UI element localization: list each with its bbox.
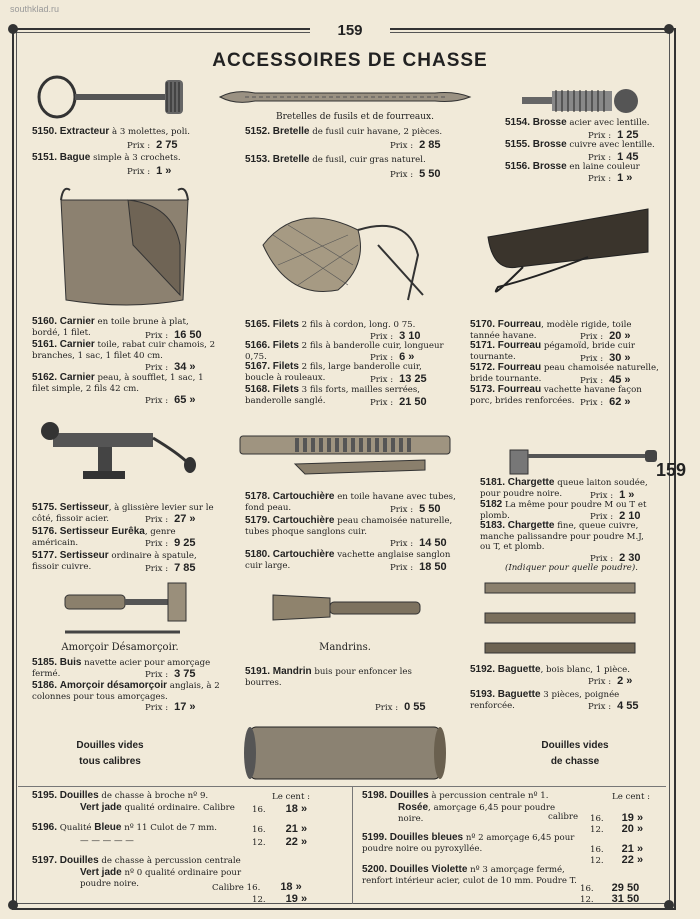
douille-5198-cal: calibre: [548, 812, 579, 822]
douille-5197-sub: Vert jade nº 0 qualité ordinaire pour poudre noire.: [80, 867, 242, 889]
bretelle-illustration: [215, 85, 475, 110]
item-5166-price: Prix : 6 »: [370, 351, 415, 363]
douille-5195: 5195. Douilles de chasse à broche nº 9.: [32, 790, 209, 801]
item-5152: 5152. Bretelle de fusil cuir havane, 2 pièces.: [245, 126, 443, 137]
item-5161: 5161. Carnier toile, rabat cuir chamois, 2 branches, 1 sac, 1 filet 40 cm.: [32, 339, 216, 361]
item-5176: 5176. Sertisseur Eurêka, genre américain.: [32, 526, 176, 548]
item-5186: 5186. Amorçoir désamorçoir anglais, à 2 colonnes pour tous amorçages.: [32, 680, 220, 702]
chargette-illustration: [505, 440, 660, 480]
amorcoir-caption: Amorçoir Désamorçoir.: [61, 642, 179, 653]
mandrin-illustration: [270, 590, 425, 625]
item-5161-price: Prix : 34 »: [145, 361, 196, 373]
item-5168: 5168. Filets 3 fils forts, mailles serrées, banderolle sanglé.: [245, 384, 421, 406]
douille-5195-row: 16. 18 »: [252, 803, 308, 815]
douille-5196: 5196. Qualité Bleue nº 11 Culot de 7 mm.: [32, 822, 217, 833]
item-5193-price: Prix : 4 55: [588, 700, 639, 712]
douille-5199-row1: 16. 21 »: [590, 843, 644, 855]
item-5171-price: Prix : 30 »: [580, 352, 631, 364]
item-5162-price: Prix : 65 »: [145, 394, 196, 406]
item-5156: 5156. Brosse en laine couleur: [505, 161, 640, 172]
douille-5200: 5200. Douilles Violette nº 3 amorçage fermé, renfort intérieur acier, culot de 10 mm. Poudre T.: [362, 864, 577, 886]
carnier-illustration: [58, 185, 193, 310]
item-5160: 5160. Carnier en toile brune à plat, bordé, 1 filet.: [32, 316, 189, 338]
item-5151-price: Prix : 1 »: [127, 165, 172, 177]
douille-5197-row2: 12. 19 »: [252, 893, 308, 905]
item-5179: 5179. Cartouchière peau chamoisée naturelle, tubes phoque sanglons cuir.: [245, 515, 453, 537]
item-5181-price: Prix : 1 »: [590, 489, 635, 501]
douille-5196-dash: — — — — —: [80, 836, 134, 846]
item-5177: 5177. Sertisseur ordinaire à spatule, fissoir cuivre.: [32, 550, 197, 572]
item-5156-price: Prix : 1 »: [588, 172, 633, 184]
item-5182: 5182 La même pour poudre M ou T et plomb.: [480, 499, 647, 521]
item-5186-price: Prix : 17 »: [145, 701, 196, 713]
item-5172: 5172. Fourreau peau chamoisée naturelle, bride tournante.: [470, 362, 659, 384]
douille-5198: 5198. Douilles à percussion centrale nº 1.: [362, 790, 549, 801]
item-5153-price: Prix : 5 50: [390, 168, 441, 180]
item-5154-price: Prix : 1 25: [588, 129, 639, 141]
item-5175-price: Prix : 27 »: [145, 513, 196, 525]
item-5153: 5153. Bretelle de fusil, cuir gras naturel.: [245, 154, 426, 165]
cartouchiere-illustration: [235, 430, 455, 482]
douille-5196-row1: 16. 21 »: [252, 823, 308, 835]
item-5154: 5154. Brosse acier avec lentille.: [505, 117, 650, 128]
baguette-illustration: [480, 575, 645, 660]
item-5166: 5166. Filets 2 fils à banderolle cuir, longueur 0,75.: [245, 340, 444, 362]
item-5167-price: Prix : 13 25: [370, 373, 427, 385]
item-5183-note: (Indiquer pour quelle poudre).: [505, 563, 638, 573]
le-cent-right: Le cent :: [612, 792, 651, 802]
sertisseur-illustration: [38, 413, 198, 485]
extracteur-illustration: [35, 70, 190, 125]
item-5191: 5191. Mandrin buis pour enfoncer les bourres.: [245, 666, 412, 688]
amorcoir-illustration: [60, 580, 190, 638]
item-5181: 5181. Chargette queue laiton soudée, pour poudre noire.: [480, 477, 648, 499]
item-5165-price: Prix : 3 10: [370, 330, 421, 342]
item-5191-price: Prix : 0 55: [375, 701, 426, 713]
item-5178-price: Prix : 5 50: [390, 503, 441, 515]
item-5150-price: Prix : 2 75: [127, 139, 178, 151]
item-5180-price: Prix : 18 50: [390, 561, 447, 573]
item-5177-price: Prix : 7 85: [145, 562, 196, 574]
item-5176-price: Prix : 9 25: [145, 537, 196, 549]
divider: [18, 786, 666, 787]
item-5172-price: Prix : 45 »: [580, 374, 631, 386]
item-5151: 5151. Bague simple à 3 crochets.: [32, 152, 181, 163]
douille-5200-row1: 16. 29 50: [580, 882, 640, 894]
item-5168-price: Prix : 21 50: [370, 396, 427, 408]
page-number-side: 159: [656, 460, 687, 480]
douille-5199: 5199. Douilles bleues nº 2 amorçage 6,45 pour poudre noire ou pyroxyllée.: [362, 832, 575, 854]
corner-ornament: [8, 900, 18, 910]
corner-ornament: [664, 900, 674, 910]
douille-5198-sub: Rosée, amorçage 6,45 pour poudre noire.: [398, 802, 556, 824]
item-5193: 5193. Baguette 3 pièces, poignée renforcée.: [470, 689, 620, 711]
item-5173-price: Prix : 62 »: [580, 396, 631, 408]
item-5182-price: Prix : 2 10: [590, 510, 641, 522]
filets-illustration: [258, 205, 438, 305]
bretelles-caption: Bretelles de fusils et de fourreaux.: [275, 112, 434, 122]
item-5173: 5173. Fourreau vachette havane façon porc, brides renforcées.: [470, 384, 642, 406]
item-5185-price: Prix : 3 75: [145, 668, 196, 680]
item-5179-price: Prix : 14 50: [390, 537, 447, 549]
divider: [352, 786, 353, 904]
item-5170: 5170. Fourreau, modèle rigide, toile tannée havane.: [470, 319, 632, 341]
douille-5197: 5197. Douilles de chasse à percussion centrale: [32, 855, 241, 866]
item-5160-price: Prix : 16 50: [145, 329, 202, 341]
douille-5200-row2: 12. 31 50: [580, 893, 640, 905]
item-5185: 5185. Buis navette acier pour amorçage fermé.: [32, 657, 211, 679]
item-5167: 5167. Filets 2 fils, large banderolle cuir, boucle à rouleaux.: [245, 361, 422, 383]
item-5178: 5178. Cartouchière en toile havane avec tubes, fond peau.: [245, 491, 456, 513]
item-5170-price: Prix : 20 »: [580, 330, 631, 342]
item-5175: 5175. Sertisseur, à glissière levier sur le côté, fissoir acier.: [32, 502, 214, 524]
page-number: 159: [310, 22, 390, 39]
douilles-right-header: Douilles vides de chasse: [541, 740, 609, 767]
douille-illustration: [240, 722, 450, 784]
site-watermark: southklad.ru: [10, 4, 60, 14]
item-5152-price: Prix : 2 85: [390, 139, 441, 151]
douille-5199-row2: 12. 22 »: [590, 854, 644, 866]
corner-ornament: [664, 24, 674, 34]
item-5150: 5150. Extracteur à 3 molettes, poli.: [32, 126, 190, 137]
mandrins-caption: Mandrins.: [319, 642, 371, 653]
item-5171: 5171. Fourreau pégamoïd, bride cuir tournante.: [470, 340, 635, 362]
brosse-illustration: [518, 87, 643, 115]
douille-5195-sub: Vert jade qualité ordinaire. Calibre: [80, 802, 235, 813]
item-5192: 5192. Baguette, bois blanc, 1 pièce.: [470, 664, 630, 675]
page-title: ACCESSOIRES DE CHASSE: [212, 50, 488, 71]
item-5155-price: Prix : 1 45: [588, 151, 639, 163]
item-5183: 5183. Chargette fine, queue cuivre, manche palissandre pour poudre M.J, ou T, et plomb.: [480, 520, 644, 552]
douille-5198-row1: 16. 19 »: [590, 812, 644, 824]
item-5192-price: Prix : 2 »: [588, 675, 633, 687]
douille-5197-row1: Calibre 16. 18 »: [212, 881, 302, 893]
item-5165: 5165. Filets 2 fils à cordon, long. 0 75.: [245, 319, 416, 330]
fourreau-illustration: [478, 207, 653, 307]
item-5155: 5155. Brosse cuivre avec lentille.: [505, 139, 655, 150]
item-5180: 5180. Cartouchière vachette anglaise sanglon cuir large.: [245, 549, 451, 571]
douille-5198-row2: 12. 20 »: [590, 823, 644, 835]
douille-5196-row2: 12. 22 »: [252, 836, 308, 848]
corner-ornament: [8, 24, 18, 34]
le-cent-left: Le cent :: [272, 792, 311, 802]
item-5183-price: Prix : 2 30: [590, 552, 641, 564]
douilles-left-header: Douilles vides tous calibres: [76, 740, 144, 767]
item-5162: 5162. Carnier peau, à soufflet, 1 sac, 1 filet simple, 2 fils 42 cm.: [32, 372, 204, 394]
